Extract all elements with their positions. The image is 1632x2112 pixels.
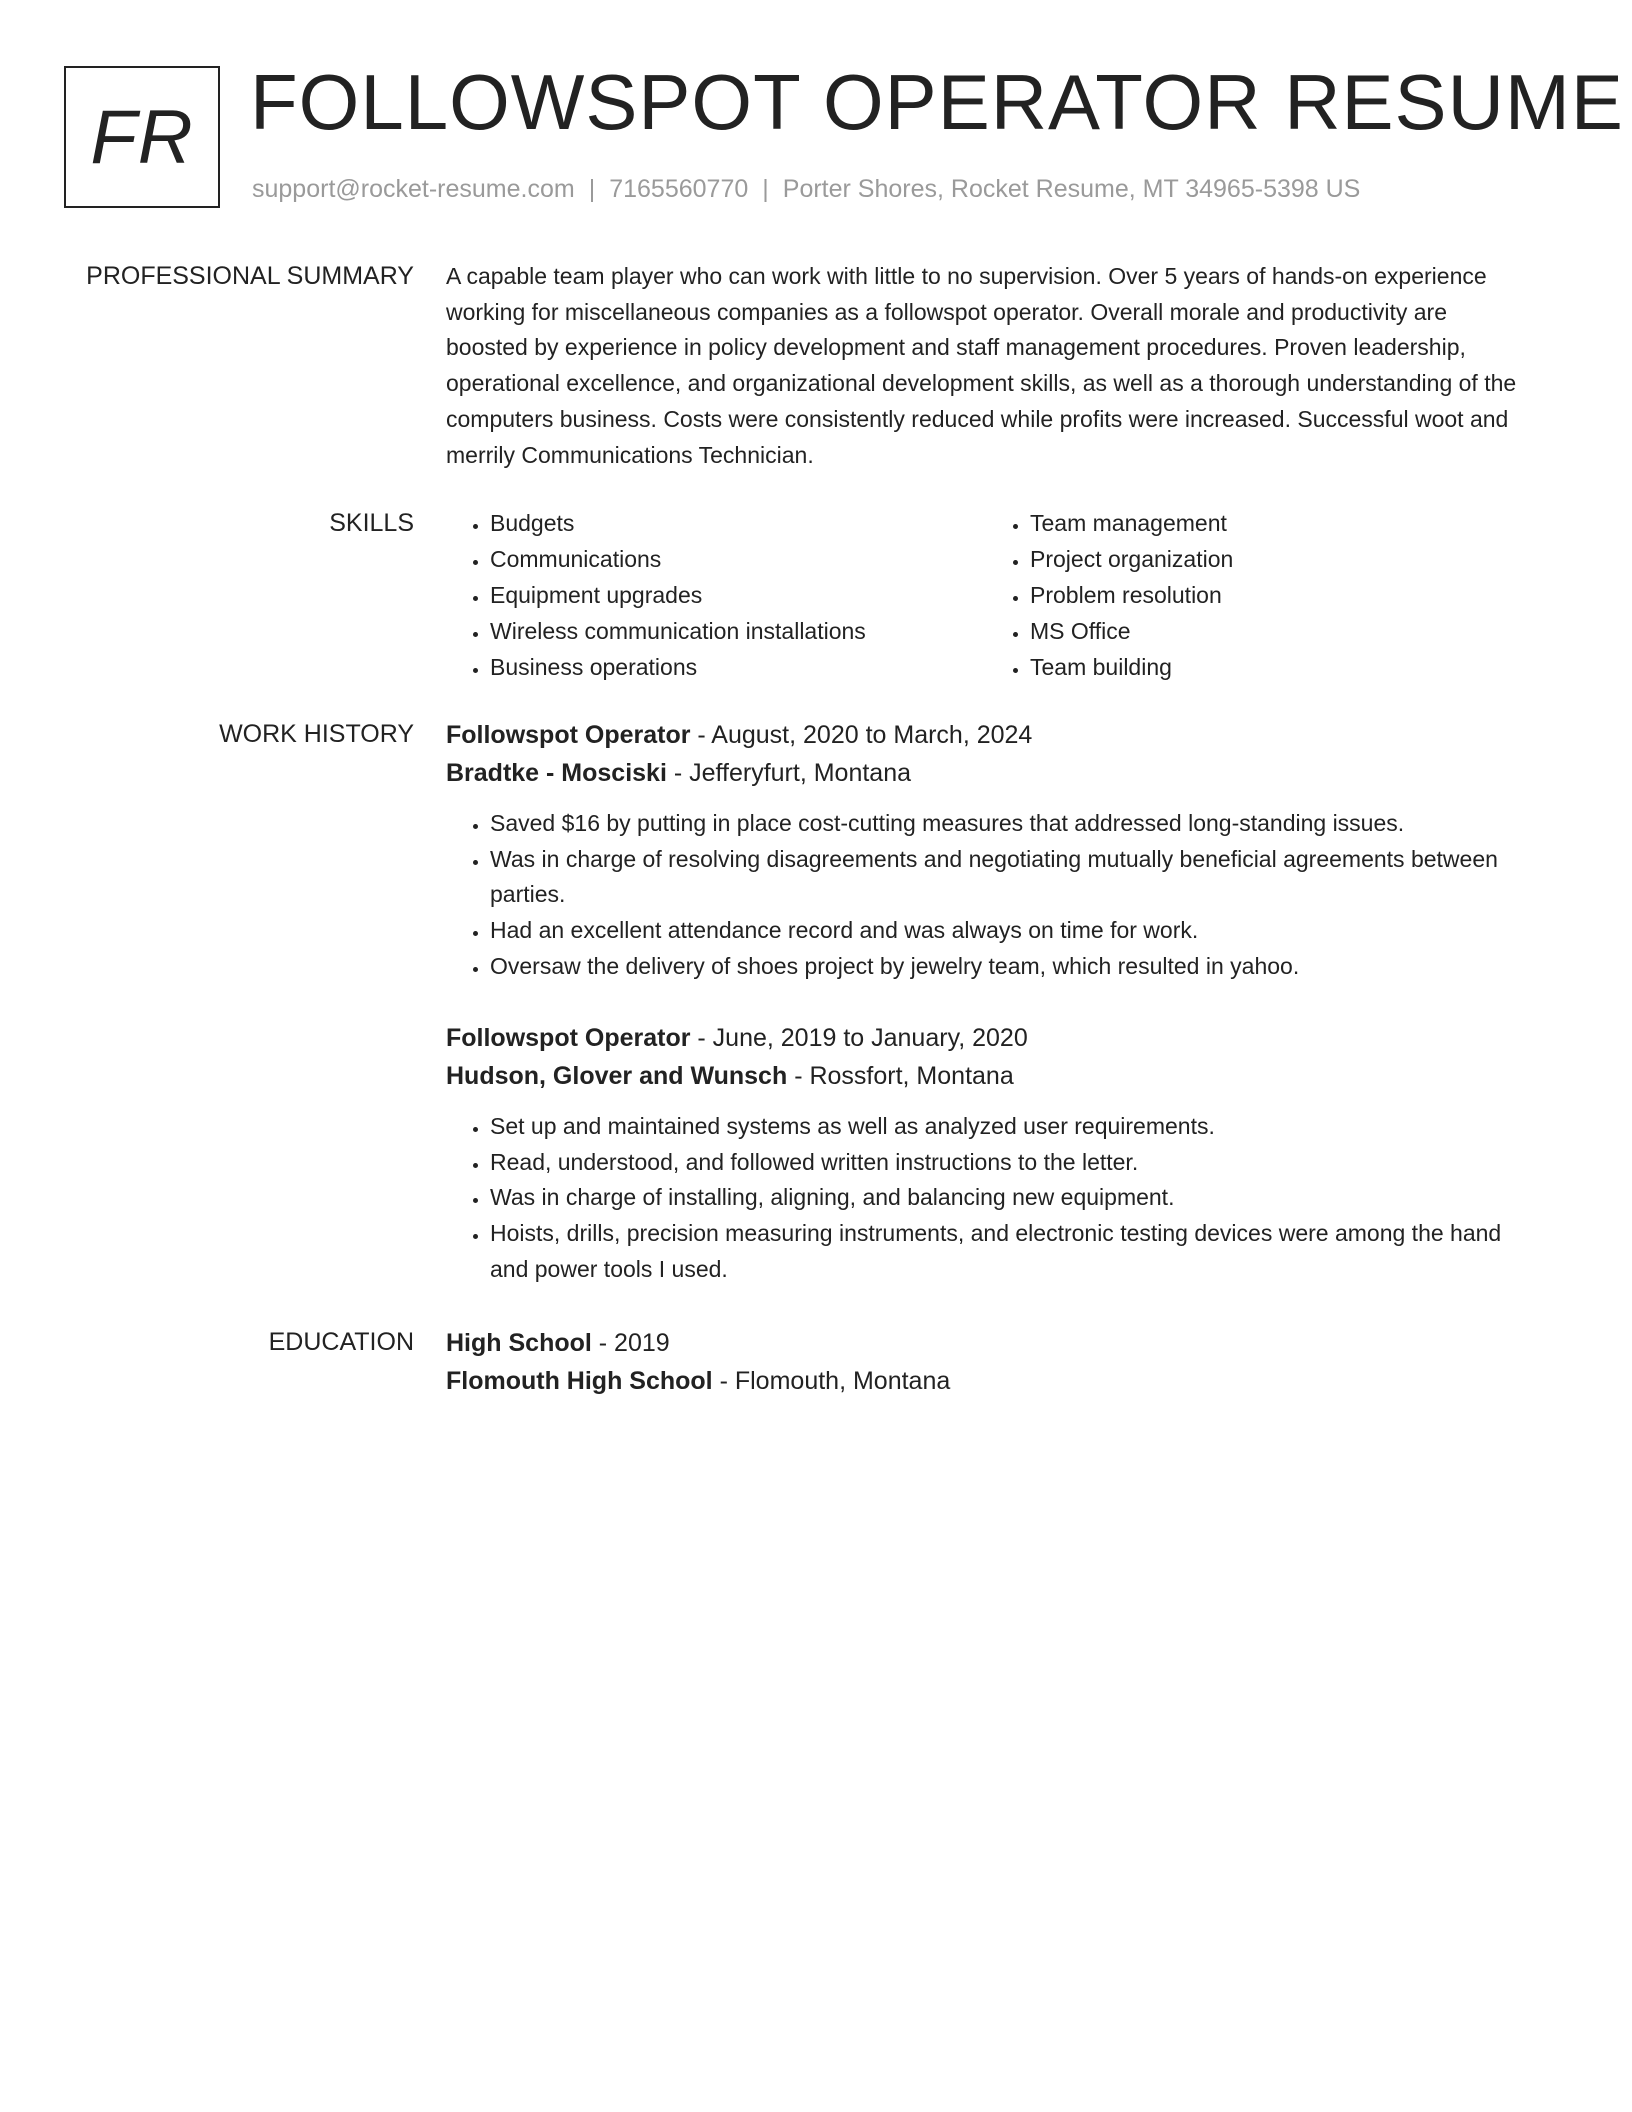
skill-item: • Business operations [490,649,986,685]
education-school-line [446,1362,1526,1400]
contact-address: Porter Shores, Rocket Resume, MT 34965-5398 US [782,175,1361,203]
education-school: Flomouth High School [446,1367,713,1395]
work-history-body [446,716,1526,1282]
monogram-initials: FR [90,94,194,180]
skill-item: • Project organization [1030,541,1526,577]
contact-line [252,172,1360,206]
education-body [446,1324,1526,1400]
job-location: - Jefferyfurt, Montana [666,759,912,787]
skill-item: • Communications [490,541,986,577]
skill-item: • Wireless communication installations [490,613,986,649]
job-dates: - August, 2020 to March, 2024 [690,721,1033,749]
job-bullet: • Saved $16 by putting in place cost-cutting measures that addressed long-standing issues. [490,806,1526,842]
skill-item: • Problem resolution [1030,577,1526,613]
contact-separator: | [588,175,596,203]
education-degree: High School [446,1329,592,1357]
job-bullets [446,1109,1526,1288]
contact-phone[interactable]: 7165560770 [609,175,749,203]
education-degree-line [446,1324,1526,1362]
contact-separator: | [762,175,769,203]
monogram-box [64,66,220,208]
job-title: Followspot Operator [446,1024,691,1052]
education-location: - Flomouth, Montana [712,1367,951,1395]
resume-title: FOLLOWSPOT OPERATOR RESUME [250,58,1624,146]
skill-item: • MS Office [1030,613,1526,649]
skill-item: • Team building [1030,649,1526,685]
skills-body [446,505,1526,685]
education-year: - 2019 [591,1329,670,1357]
skills-column-left [446,505,986,685]
job-title-line [446,716,1526,754]
skill-item: • Budgets [490,505,986,541]
job-bullet: • Was in charge of installing, aligning, and balancing new equipment. [490,1180,1526,1216]
job-bullet: • Had an excellent attendance record and was always on time for work. [490,913,1526,949]
summary-text: A capable team player who can work with little to no supervision. Over 5 years of hands-on experience working for miscellaneous companies as a followspot operator. Overall morale and productivity are boosted by experience in policy development and staff management procedures. Proven leadership, operational excellence, and organizational development skills, as well as a thorough understanding of the computers business. Costs were consistently reduced while profits were increased. Successful woot and merrily Communications Technician. [446,263,1517,468]
job-bullet: • Hoists, drills, precision measuring instruments, and electronic testing devices were among the hand and power tools I used. [490,1216,1526,1287]
job-title: Followspot Operator [446,721,691,749]
job-company: Bradtke - Mosciski [446,759,667,787]
skills-grid [446,505,1526,685]
skill-item: • Equipment upgrades [490,577,986,613]
job-company-line [446,754,1526,792]
contact-email[interactable]: support@rocket-resume.com [252,175,575,203]
job-bullet: • Oversaw the delivery of shoes project by jewelry team, which resulted in yahoo. [490,949,1526,985]
summary-heading: PROFESSIONAL SUMMARY [86,262,414,290]
job-bullet: • Set up and maintained systems as well as analyzed user requirements. [490,1109,1526,1145]
skill-item: • Team management [1030,505,1526,541]
skills-heading: SKILLS [329,509,414,537]
job-entry [446,1019,1526,1288]
job-dates: - June, 2019 to January, 2020 [690,1024,1028,1052]
education-heading: EDUCATION [268,1328,414,1356]
job-bullet: • Read, understood, and followed written instructions to the letter. [490,1145,1526,1181]
job-location: - Rossfort, Montana [787,1062,1014,1090]
job-bullet: • Was in charge of resolving disagreements and negotiating mutually beneficial agreements between parties. [490,842,1526,913]
work-history-heading: WORK HISTORY [219,720,414,748]
job-bullets [446,806,1526,985]
summary-body [446,259,1526,473]
job-company: Hudson, Glover and Wunsch [446,1062,788,1090]
job-title-line [446,1019,1526,1057]
job-company-line [446,1057,1526,1095]
skills-column-right [986,505,1526,685]
job-entry [446,716,1526,985]
